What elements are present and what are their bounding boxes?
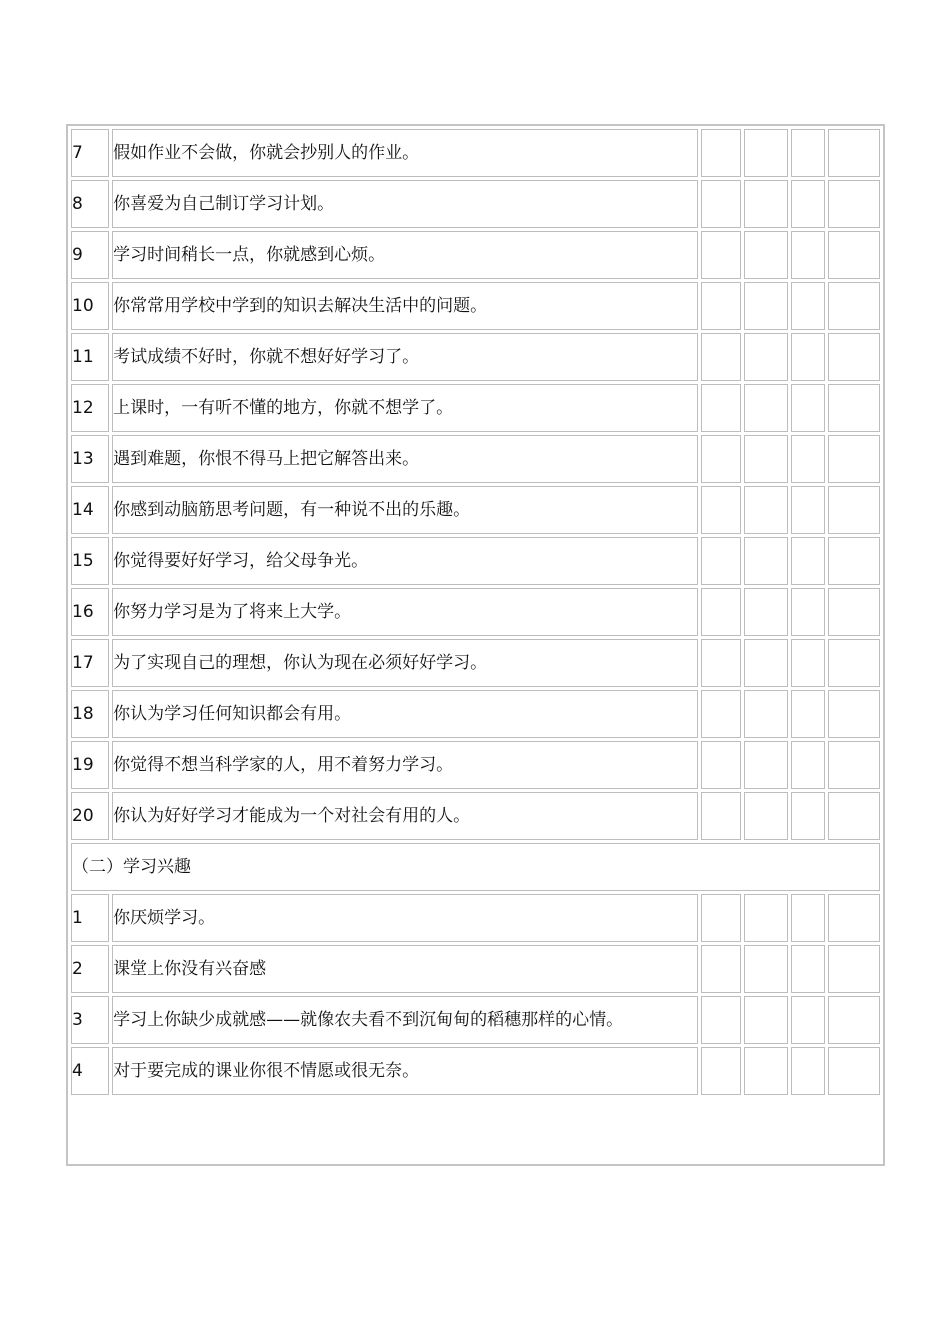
answer-cell[interactable] xyxy=(744,792,787,840)
answer-cell[interactable] xyxy=(744,996,787,1044)
answer-cell[interactable] xyxy=(791,231,825,279)
question-text: 上课时，一有听不懂的地方，你就不想学了。 xyxy=(112,384,698,432)
question-number: 4 xyxy=(71,1047,109,1095)
answer-cell[interactable] xyxy=(701,945,741,993)
answer-cell[interactable] xyxy=(744,588,787,636)
question-row xyxy=(71,741,880,789)
question-text: 为了实现自己的理想，你认为现在必须好好学习。 xyxy=(112,639,698,687)
answer-cell[interactable] xyxy=(828,945,880,993)
question-text: 课堂上你没有兴奋感 xyxy=(112,945,698,993)
question-text: 你厌烦学习。 xyxy=(112,894,698,942)
question-number: 10 xyxy=(71,282,109,330)
question-number: 9 xyxy=(71,231,109,279)
answer-cell[interactable] xyxy=(744,282,787,330)
answer-cell[interactable] xyxy=(828,231,880,279)
answer-cell[interactable] xyxy=(701,486,741,534)
answer-cell[interactable] xyxy=(791,333,825,381)
question-number: 7 xyxy=(71,129,109,177)
question-number: 19 xyxy=(71,741,109,789)
answer-cell[interactable] xyxy=(791,180,825,228)
question-number: 2 xyxy=(71,945,109,993)
answer-cell[interactable] xyxy=(828,486,880,534)
answer-cell[interactable] xyxy=(828,384,880,432)
questionnaire-table xyxy=(68,126,883,1098)
answer-cell[interactable] xyxy=(701,639,741,687)
answer-cell[interactable] xyxy=(828,282,880,330)
answer-cell[interactable] xyxy=(701,894,741,942)
answer-cell[interactable] xyxy=(744,180,787,228)
answer-cell[interactable] xyxy=(701,1047,741,1095)
question-row xyxy=(71,129,880,177)
question-text: 遇到难题，你恨不得马上把它解答出来。 xyxy=(112,435,698,483)
question-row xyxy=(71,180,880,228)
question-number: 13 xyxy=(71,435,109,483)
answer-cell[interactable] xyxy=(744,945,787,993)
question-row xyxy=(71,690,880,738)
answer-cell[interactable] xyxy=(744,384,787,432)
answer-cell[interactable] xyxy=(791,129,825,177)
question-number: 20 xyxy=(71,792,109,840)
answer-cell[interactable] xyxy=(701,333,741,381)
question-text: 你常常用学校中学到的知识去解决生活中的问题。 xyxy=(112,282,698,330)
question-number: 11 xyxy=(71,333,109,381)
answer-cell[interactable] xyxy=(701,231,741,279)
answer-cell[interactable] xyxy=(791,945,825,993)
questionnaire-sheet xyxy=(66,124,885,1166)
question-row xyxy=(71,996,880,1044)
answer-cell[interactable] xyxy=(701,537,741,585)
answer-cell[interactable] xyxy=(701,690,741,738)
answer-cell[interactable] xyxy=(828,537,880,585)
question-row xyxy=(71,792,880,840)
answer-cell[interactable] xyxy=(828,435,880,483)
answer-cell[interactable] xyxy=(744,741,787,789)
question-row xyxy=(71,384,880,432)
question-text: 你感到动脑筋思考问题，有一种说不出的乐趣。 xyxy=(112,486,698,534)
answer-cell[interactable] xyxy=(791,1047,825,1095)
answer-cell[interactable] xyxy=(791,588,825,636)
answer-cell[interactable] xyxy=(791,384,825,432)
answer-cell[interactable] xyxy=(791,486,825,534)
question-text: 你觉得要好好学习，给父母争光。 xyxy=(112,537,698,585)
answer-cell[interactable] xyxy=(701,996,741,1044)
question-text: 你认为好好学习才能成为一个对社会有用的人。 xyxy=(112,792,698,840)
answer-cell[interactable] xyxy=(701,741,741,789)
answer-cell[interactable] xyxy=(828,180,880,228)
question-row xyxy=(71,537,880,585)
answer-cell[interactable] xyxy=(744,486,787,534)
answer-cell[interactable] xyxy=(791,894,825,942)
answer-cell[interactable] xyxy=(701,180,741,228)
answer-cell[interactable] xyxy=(701,129,741,177)
answer-cell[interactable] xyxy=(791,435,825,483)
answer-cell[interactable] xyxy=(828,333,880,381)
answer-cell[interactable] xyxy=(791,996,825,1044)
question-text: 学习时间稍长一点，你就感到心烦。 xyxy=(112,231,698,279)
question-text: 你认为学习任何知识都会有用。 xyxy=(112,690,698,738)
question-number: 18 xyxy=(71,690,109,738)
question-number: 3 xyxy=(71,996,109,1044)
question-number: 12 xyxy=(71,384,109,432)
question-number: 16 xyxy=(71,588,109,636)
answer-cell[interactable] xyxy=(828,996,880,1044)
answer-cell[interactable] xyxy=(791,690,825,738)
section-header-row xyxy=(71,843,880,891)
question-number: 15 xyxy=(71,537,109,585)
question-text: 假如作业不会做，你就会抄别人的作业。 xyxy=(112,129,698,177)
answer-cell[interactable] xyxy=(744,129,787,177)
question-text: 对于要完成的课业你很不情愿或很无奈。 xyxy=(112,1047,698,1095)
question-row xyxy=(71,333,880,381)
answer-cell[interactable] xyxy=(744,894,787,942)
answer-cell[interactable] xyxy=(828,690,880,738)
question-row xyxy=(71,486,880,534)
answer-cell[interactable] xyxy=(744,1047,787,1095)
question-text: 你觉得不想当科学家的人，用不着努力学习。 xyxy=(112,741,698,789)
answer-cell[interactable] xyxy=(744,435,787,483)
answer-cell[interactable] xyxy=(828,894,880,942)
question-row xyxy=(71,282,880,330)
question-row xyxy=(71,435,880,483)
answer-cell[interactable] xyxy=(791,792,825,840)
answer-cell[interactable] xyxy=(701,435,741,483)
question-text: 你喜爱为自己制订学习计划。 xyxy=(112,180,698,228)
answer-cell[interactable] xyxy=(791,639,825,687)
answer-cell[interactable] xyxy=(791,282,825,330)
answer-cell[interactable] xyxy=(828,741,880,789)
question-text: 考试成绩不好时，你就不想好好学习了。 xyxy=(112,333,698,381)
question-number: 8 xyxy=(71,180,109,228)
answer-cell[interactable] xyxy=(744,639,787,687)
question-row xyxy=(71,231,880,279)
answer-cell[interactable] xyxy=(791,537,825,585)
answer-cell[interactable] xyxy=(828,1047,880,1095)
answer-cell[interactable] xyxy=(791,741,825,789)
question-text: 学习上你缺少成就感——就像农夫看不到沉甸甸的稻穗那样的心情。 xyxy=(112,996,698,1044)
answer-cell[interactable] xyxy=(701,282,741,330)
answer-cell[interactable] xyxy=(701,792,741,840)
question-row xyxy=(71,639,880,687)
question-number: 1 xyxy=(71,894,109,942)
answer-cell[interactable] xyxy=(828,792,880,840)
answer-cell[interactable] xyxy=(701,384,741,432)
answer-cell[interactable] xyxy=(828,588,880,636)
question-number: 17 xyxy=(71,639,109,687)
question-number: 14 xyxy=(71,486,109,534)
answer-cell[interactable] xyxy=(744,690,787,738)
answer-cell[interactable] xyxy=(744,231,787,279)
answer-cell[interactable] xyxy=(701,588,741,636)
answer-cell[interactable] xyxy=(744,537,787,585)
section-title: （二）学习兴趣 xyxy=(71,843,880,891)
question-row xyxy=(71,945,880,993)
answer-cell[interactable] xyxy=(828,129,880,177)
question-text: 你努力学习是为了将来上大学。 xyxy=(112,588,698,636)
answer-cell[interactable] xyxy=(828,639,880,687)
answer-cell[interactable] xyxy=(744,333,787,381)
question-row xyxy=(71,1047,880,1095)
question-row xyxy=(71,894,880,942)
question-row xyxy=(71,588,880,636)
